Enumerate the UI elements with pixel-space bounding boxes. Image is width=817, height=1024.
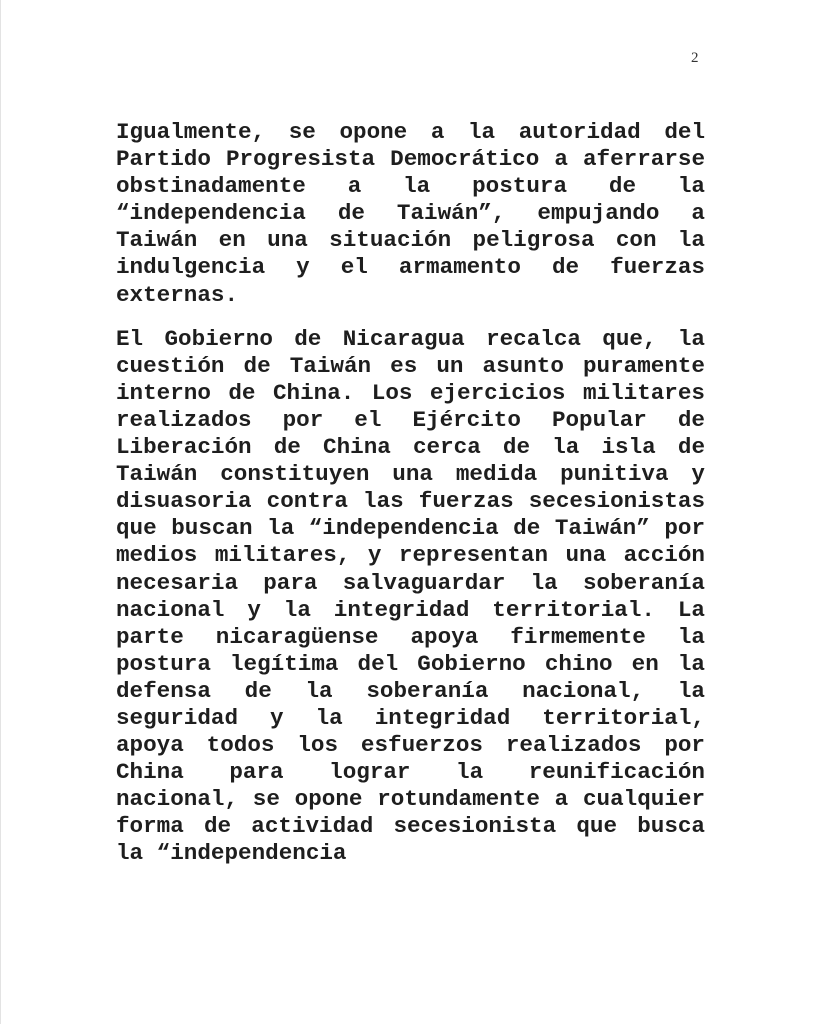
page-number: 2 xyxy=(691,50,699,66)
paragraph-1: Igualmente, se opone a la autoridad del Partido Progresista Democrático a aferrarse obstinadamente a la postura de la “independencia de Taiwán”, empujando a Taiwán en una situación peligrosa con la indulgencia y el armamento de fuerzas externas. xyxy=(116,119,705,308)
paragraph-2: El Gobierno de Nicaragua recalca que, la cuestión de Taiwán es un asunto puramente interno de China. Los ejercicios militares realizados por el Ejército Popular de Liberación de China cerca de la isla de Taiwán constituyen una medida punitiva y disuasoria contra las fuerzas secesionistas que buscan la “independencia de Taiwán” por medios militares, y representan una acción necesaria para salvaguardar la soberanía nacional y la integridad territorial. La parte nicaragüense apoya firmemente la postura legítima del Gobierno chino en la defensa de la soberanía nacional, la seguridad y la integridad territorial, apoya todos los esfuerzos realizados por China para lograr la reunificación nacional, se opone rotundamente a cualquier forma de actividad secesionista que busca la “independencia xyxy=(116,325,705,867)
document-body xyxy=(116,119,705,885)
